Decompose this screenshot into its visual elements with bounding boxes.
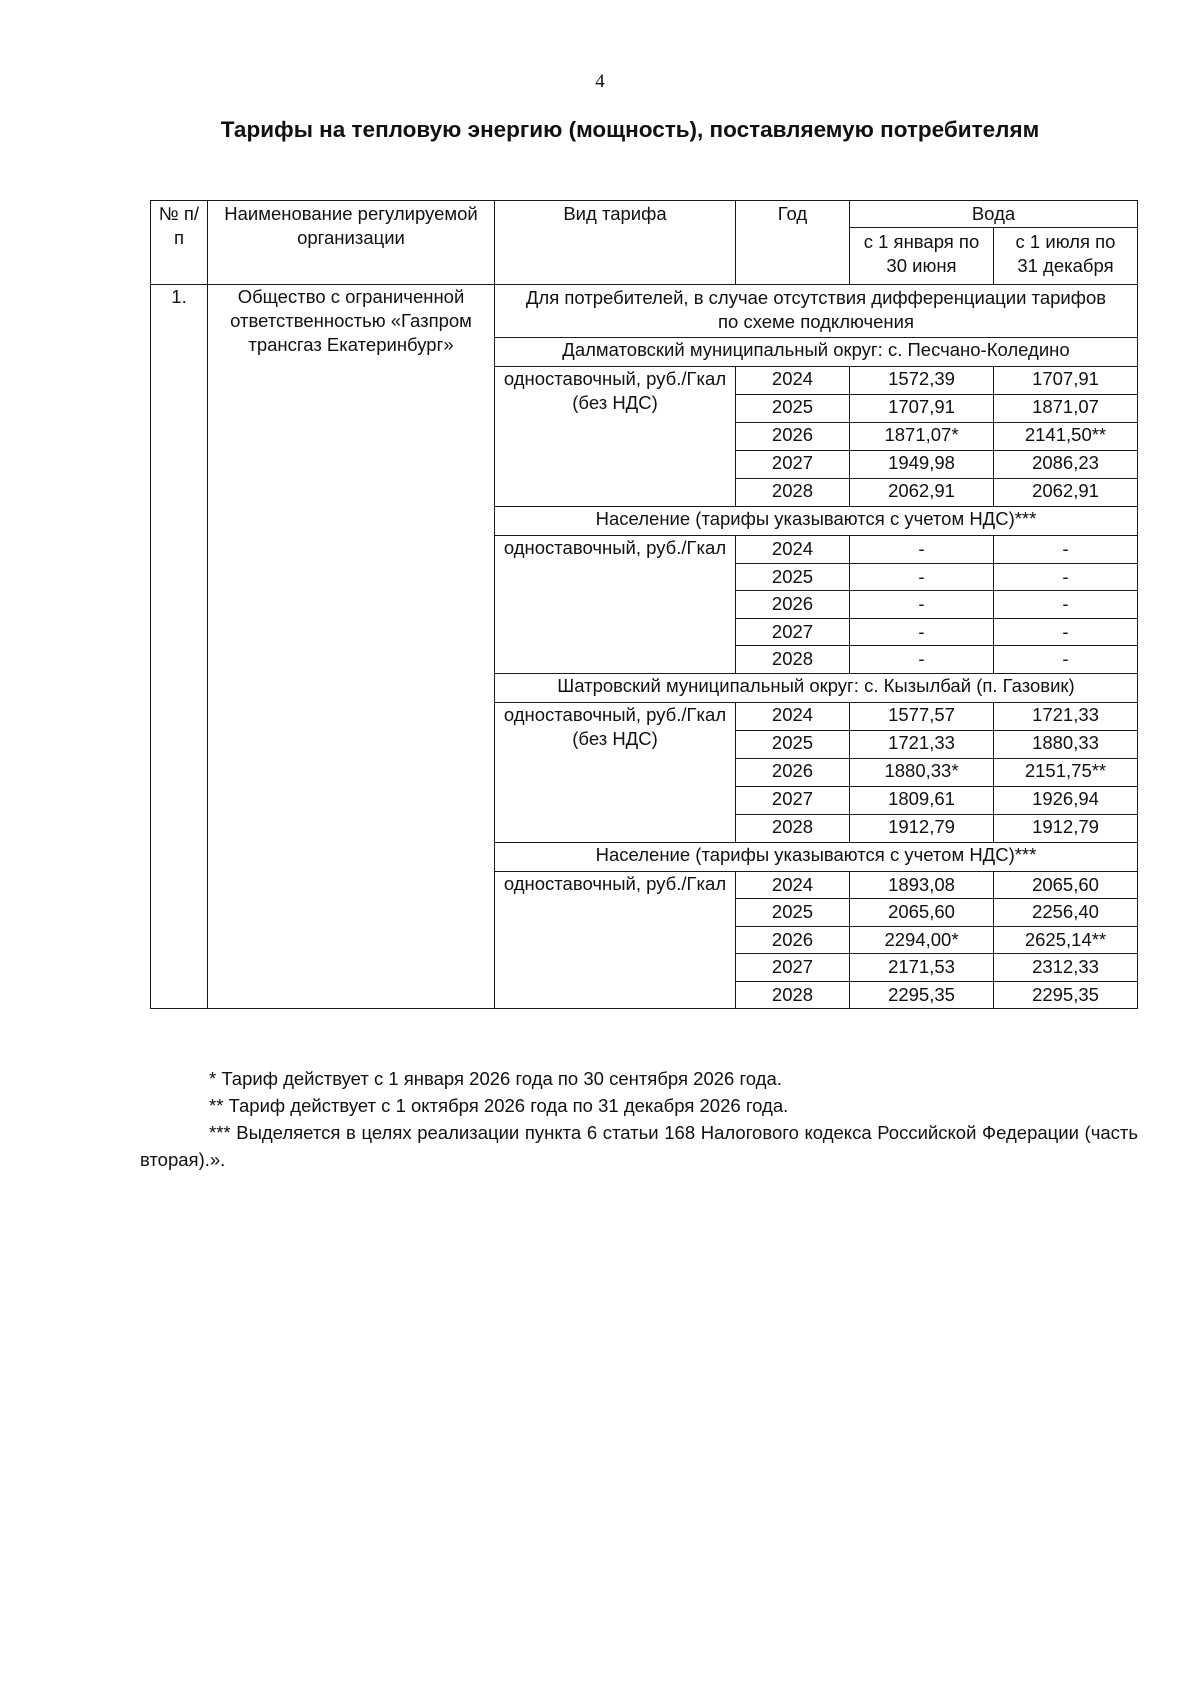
footnote-3: *** Выделяется в целях реализации пункта 6 статьи 168 Налогового кодекса Российской Федерации (часть вторая).». [140, 1122, 1138, 1170]
value-period-2: 1707,91 [994, 367, 1138, 395]
year-cell: 2027 [736, 954, 850, 982]
population-label: Население (тарифы указываются с учетом НДС)*** [495, 507, 1138, 536]
year-cell: 2024 [736, 871, 850, 899]
header-period-2: с 1 июля по 31 декабря [994, 228, 1138, 285]
year-cell: 2026 [736, 591, 850, 619]
footnotes [140, 1065, 1138, 1173]
value-period-2: - [994, 646, 1138, 674]
year-cell: 2025 [736, 563, 850, 591]
year-cell: 2028 [736, 479, 850, 507]
year-cell: 2026 [736, 423, 850, 451]
year-cell: 2027 [736, 451, 850, 479]
table-body [151, 285, 1138, 1009]
value-period-1: 1721,33 [850, 730, 994, 758]
value-period-1: 2171,53 [850, 954, 994, 982]
value-period-2: - [994, 536, 1138, 564]
value-period-2: 2312,33 [994, 954, 1138, 982]
value-period-2: - [994, 591, 1138, 619]
value-period-1: - [850, 563, 994, 591]
value-period-2: - [994, 618, 1138, 646]
year-cell: 2027 [736, 618, 850, 646]
value-period-2: 1926,94 [994, 786, 1138, 814]
district-name: Далматовский муниципальный округ: с. Песчано-Коледино [495, 338, 1138, 367]
header-period-1: с 1 января по 30 июня [850, 228, 994, 285]
tariff-type: одноставочный, руб./Гкал [495, 536, 736, 674]
value-period-1: 1949,98 [850, 451, 994, 479]
header-organization: Наименование регулируемой организации [208, 201, 495, 285]
page-number: 4 [595, 71, 605, 92]
tariff-table [150, 200, 1138, 1009]
tariff-type: одноставочный, руб./Гкал (без НДС) [495, 367, 736, 507]
value-period-2: 1871,07 [994, 395, 1138, 423]
tariff-type: одноставочный, руб./Гкал [495, 871, 736, 1009]
year-cell: 2028 [736, 646, 850, 674]
value-period-1: - [850, 646, 994, 674]
value-period-2: 2256,40 [994, 899, 1138, 927]
value-period-1: 1893,08 [850, 871, 994, 899]
value-period-2: 1912,79 [994, 814, 1138, 842]
value-period-2: 2062,91 [994, 479, 1138, 507]
header-tariff-type: Вид тарифа [495, 201, 736, 285]
value-period-2: 2065,60 [994, 871, 1138, 899]
value-period-2: 2086,23 [994, 451, 1138, 479]
year-cell: 2028 [736, 981, 850, 1009]
year-cell: 2024 [736, 367, 850, 395]
value-period-1: 2295,35 [850, 981, 994, 1009]
value-period-1: - [850, 536, 994, 564]
consumer-note: Для потребителей, в случае отсутствия дифференциации тарифов по схеме подключения [495, 285, 1138, 338]
value-period-2: 2625,14** [994, 926, 1138, 954]
value-period-1: 2294,00* [850, 926, 994, 954]
tariff-type: одноставочный, руб./Гкал (без НДС) [495, 702, 736, 842]
value-period-1: 1912,79 [850, 814, 994, 842]
value-period-1: 1707,91 [850, 395, 994, 423]
value-period-1: 1871,07* [850, 423, 994, 451]
district-name: Шатровский муниципальный округ: с. Кызылбай (п. Газовик) [495, 673, 1138, 702]
year-cell: 2028 [736, 814, 850, 842]
value-period-1: - [850, 591, 994, 619]
value-period-1: - [850, 618, 994, 646]
row-number: 1. [151, 285, 208, 1009]
organization-name: Общество с ограниченной ответственностью «Газпром трансгаз Екатеринбург» [208, 285, 495, 1009]
value-period-2: 2295,35 [994, 981, 1138, 1009]
value-period-2: - [994, 563, 1138, 591]
value-period-1: 2065,60 [850, 899, 994, 927]
value-period-1: 1809,61 [850, 786, 994, 814]
year-cell: 2024 [736, 536, 850, 564]
year-cell: 2025 [736, 395, 850, 423]
value-period-1: 2062,91 [850, 479, 994, 507]
footnote-1: * Тариф действует с 1 января 2026 года по 30 сентября 2026 года. [209, 1068, 782, 1089]
value-period-1: 1572,39 [850, 367, 994, 395]
value-period-2: 2141,50** [994, 423, 1138, 451]
year-cell: 2026 [736, 758, 850, 786]
year-cell: 2025 [736, 899, 850, 927]
population-label: Население (тарифы указываются с учетом НДС)*** [495, 842, 1138, 871]
value-period-2: 2151,75** [994, 758, 1138, 786]
header-year: Год [736, 201, 850, 285]
header-medium: Вода [850, 201, 1138, 228]
value-period-1: 1577,57 [850, 702, 994, 730]
year-cell: 2024 [736, 702, 850, 730]
value-period-1: 1880,33* [850, 758, 994, 786]
year-cell: 2026 [736, 926, 850, 954]
footnote-2: ** Тариф действует с 1 октября 2026 года по 31 декабря 2026 года. [209, 1095, 789, 1116]
year-cell: 2027 [736, 786, 850, 814]
document-title: Тарифы на тепловую энергию (мощность), поставляемую потребителям [220, 117, 1040, 142]
year-cell: 2025 [736, 730, 850, 758]
header-num: № п/п [151, 201, 208, 285]
value-period-2: 1880,33 [994, 730, 1138, 758]
value-period-2: 1721,33 [994, 702, 1138, 730]
